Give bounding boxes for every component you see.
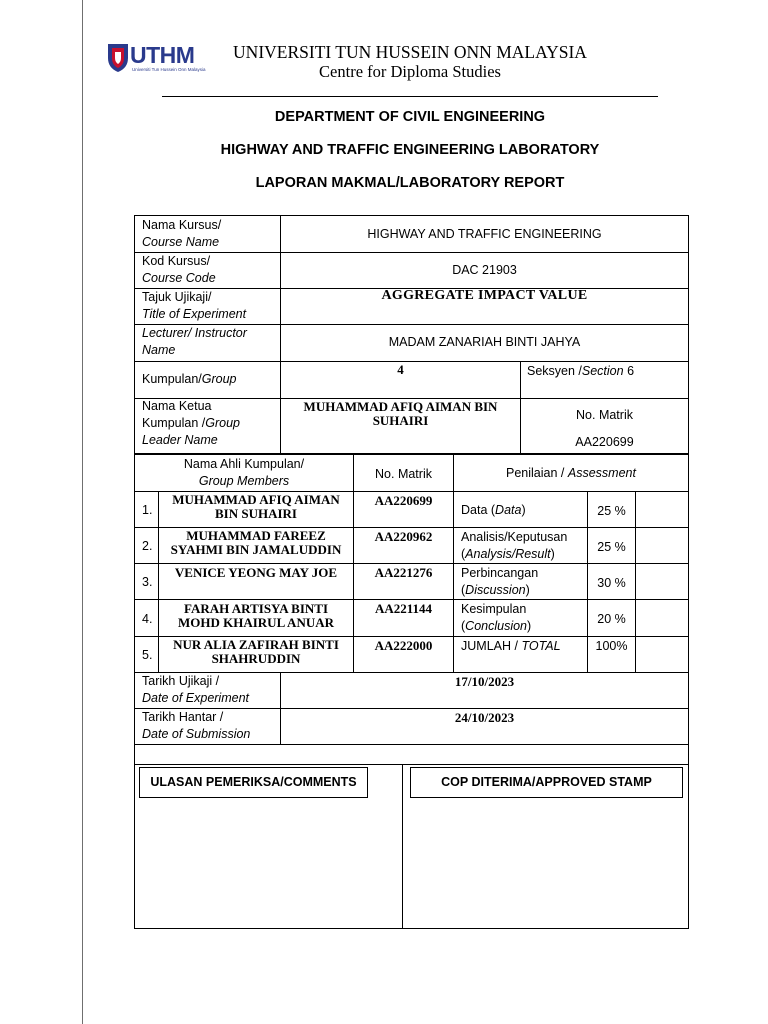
course-name-value: HIGHWAY AND TRAFFIC ENGINEERING (367, 227, 602, 241)
logo-wordmark: UTHM (130, 42, 195, 68)
experiment-title-value: AGGREGATE IMPACT VALUE (381, 288, 588, 303)
university-name: UNIVERSITI TUN HUSSEIN ONN MALAYSIA (233, 42, 587, 62)
assessment-weight: 25 % (597, 540, 626, 554)
member-name: FARAH ARTISYA BINTI MOHD KHAIRUL ANUAR (177, 601, 334, 630)
member-number: 2. (142, 539, 153, 553)
assessment-item: Data (Data) (461, 503, 526, 517)
course-code-label: Kod Kursus/ Course Code (142, 254, 216, 285)
assessment-item: Analisis/Keputusan (Analysis/Result) (461, 530, 568, 561)
laboratory-title: HIGHWAY AND TRAFFIC ENGINEERING LABORATORY (220, 142, 600, 158)
member-name: MUHAMMAD FAREEZ SYAHMI BIN JAMALUDDIN (170, 528, 342, 557)
page-margin-line (82, 0, 83, 1024)
group-label: Kumpulan/Group (142, 372, 237, 386)
member-name: MUHAMMAD AFIQ AIMAN BIN SUHAIRI (172, 492, 340, 521)
leader-label: Nama Ketua Kumpulan /Group Leader Name (142, 399, 240, 447)
member-number: 1. (142, 503, 153, 517)
comments-label: ULASAN PEMERIKSA/COMMENTS (150, 775, 357, 789)
lecturer-label: Lecturer/ Instructor Name (142, 326, 247, 357)
member-matric: AA221276 (374, 565, 433, 580)
header-divider (162, 96, 658, 97)
members-header: Nama Ahli Kumpulan/ Group Members (183, 457, 305, 488)
member-matric: AA221144 (374, 601, 433, 616)
member-number: 5. (142, 648, 153, 662)
section-label: Seksyen /Section 6 (527, 364, 635, 378)
group-value: 4 (397, 362, 404, 377)
uthm-logo (106, 40, 206, 76)
centre-name: Centre for Diploma Studies (319, 62, 501, 81)
member-matric: AA220699 (374, 493, 433, 508)
assessment-total-weight: 100% (595, 639, 628, 653)
course-code-value: DAC 21903 (452, 263, 517, 277)
member-matric: AA222000 (374, 638, 433, 653)
comments-box (139, 767, 368, 798)
members-matric-header: No. Matrik (375, 467, 432, 481)
member-name: VENICE YEONG MAY JOE (174, 565, 338, 580)
course-name-label: Nama Kursus/ Course Name (142, 218, 222, 249)
assessment-item: Kesimpulan (Conclusion) (461, 602, 532, 633)
leader-matric-label: No. Matrik (576, 408, 633, 422)
experiment-date-value: 17/10/2023 (454, 674, 515, 689)
member-name: NUR ALIA ZAFIRAH BINTI SHAHRUDDIN (173, 637, 339, 666)
submission-date-label: Tarikh Hantar / Date of Submission (142, 710, 251, 741)
member-matric: AA220962 (374, 529, 433, 544)
experiment-title-label: Tajuk Ujikaji/ Title of Experiment (142, 290, 247, 321)
member-number: 3. (142, 575, 153, 589)
logo-subtext: Universiti Tun Hussein Onn Malaysia (132, 67, 206, 72)
department-title: DEPARTMENT OF CIVIL ENGINEERING (274, 109, 546, 125)
member-number: 4. (142, 612, 153, 626)
assessment-item: Perbincangan (Discussion) (461, 566, 539, 597)
report-title: LAPORAN MAKMAL/LABORATORY REPORT (255, 175, 565, 191)
experiment-date-label: Tarikh Ujikaji / Date of Experiment (142, 674, 249, 705)
assessment-weight: 30 % (597, 576, 626, 590)
leader-matric-value: AA220699 (575, 435, 634, 449)
assessment-total: JUMLAH / TOTAL (461, 639, 561, 653)
assessment-header: Penilaian / Assessment (506, 466, 636, 480)
submission-date-value: 24/10/2023 (454, 710, 515, 725)
lecturer-value: MADAM ZANARIAH BINTI JAHYA (388, 335, 581, 349)
stamp-label: COP DITERIMA/APPROVED STAMP (441, 775, 652, 789)
section-value: 6 (627, 364, 635, 378)
assessment-weight: 25 % (597, 504, 626, 518)
leader-name-value: MUHAMMAD AFIQ AIMAN BIN SUHAIRI (303, 399, 498, 428)
assessment-weight: 20 % (597, 612, 626, 626)
report-cover-table (134, 215, 689, 929)
stamp-box (410, 767, 683, 798)
